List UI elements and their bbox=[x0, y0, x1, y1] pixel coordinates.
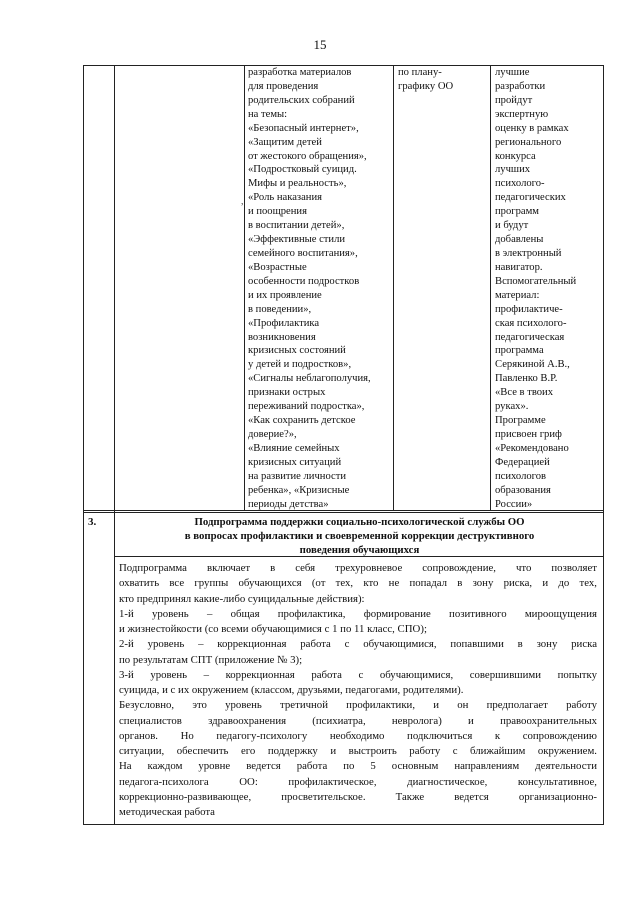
body-line: по результатам СПТ (приложение № 3); bbox=[119, 653, 303, 666]
cell-line: в воспитании детей», bbox=[248, 220, 345, 232]
cell-line: на развитие личности bbox=[248, 470, 347, 482]
section-title-line: в вопросах профилактики и своевременной коррекции деструктивного bbox=[184, 530, 535, 542]
cell-line: добавлены bbox=[495, 234, 544, 246]
cell-line: лучших bbox=[495, 164, 531, 176]
results-cell bbox=[495, 66, 576, 512]
section-title bbox=[117, 515, 602, 557]
cell-line: «Влияние семейных bbox=[248, 442, 340, 454]
cell-line: пройдут bbox=[495, 94, 533, 106]
cell-line: «Защитим детей bbox=[248, 136, 322, 148]
cell-line: «Эффективные стили bbox=[248, 234, 346, 246]
cell-line: педагогических bbox=[495, 192, 566, 204]
body-line: 2-й уровень – коррекционная работа с обучающимися, попавшими в зону риска bbox=[119, 638, 597, 651]
cell-line: на темы: bbox=[248, 108, 288, 120]
column-divider-2 bbox=[244, 65, 245, 511]
body-line: и жизнестойкости (со всеми обучающимися с 1 по 11 класс, СПО); bbox=[119, 623, 427, 635]
body-line: кто предпринял какие-либо суицидальные действия): bbox=[119, 592, 365, 605]
cell-line: разработки bbox=[495, 80, 546, 92]
table-border-bottom bbox=[83, 824, 604, 825]
body-line: ситуации, обеспечить его поддержку и выстроить работу с ближайшим окружением. bbox=[119, 745, 597, 757]
cell-line: по плану- bbox=[398, 67, 442, 78]
body-line: коррекционно-развивающее, просветительское. Также ведется организационно- bbox=[119, 790, 597, 803]
column-divider-3 bbox=[393, 65, 394, 511]
row-divider-2 bbox=[83, 512, 604, 513]
body-line: 1-й уровень – общая профилактика, формирование позитивного мироощущения bbox=[119, 607, 597, 620]
cell-line: психологов bbox=[495, 470, 547, 482]
body-line: методическая работа bbox=[119, 806, 215, 818]
schedule-cell bbox=[398, 66, 453, 94]
body-line: 3-й уровень – коррекционная работа с обучающимися, совершившими попытку bbox=[119, 668, 597, 681]
cell-line: Федерацией bbox=[495, 456, 550, 468]
cell-line: программа bbox=[495, 345, 544, 357]
cell-line: экспертную bbox=[495, 108, 549, 120]
cell-line: конкурса bbox=[495, 150, 536, 162]
cell-line: образования bbox=[495, 484, 551, 496]
cell-line: разработка материалов bbox=[248, 67, 352, 78]
cell-line: родительских собраний bbox=[248, 94, 355, 106]
section-title-line: Подпрограмма поддержки социально-психологической службы ОО bbox=[194, 516, 525, 528]
cell-line: навигатор. bbox=[495, 261, 543, 273]
body-line: педагога-психолога ОО: профилактическое, диагностическое, консультативное, bbox=[119, 775, 597, 788]
cell-line: и их проявление bbox=[248, 289, 322, 301]
cell-line: «Все в твоих bbox=[495, 387, 554, 399]
cell-line: от жестокого обращения», bbox=[248, 150, 367, 162]
cell-line: Павленко В.Р. bbox=[495, 373, 558, 385]
section-number: 3. bbox=[88, 516, 97, 528]
cell-line: Программе bbox=[495, 415, 546, 427]
cell-line: семейного воспитания», bbox=[248, 247, 358, 259]
cell-line: и будут bbox=[495, 220, 529, 232]
cell-line: оценку в рамках bbox=[495, 122, 569, 134]
cell-line: присвоен гриф bbox=[495, 428, 562, 440]
cell-line: ребенка», «Кризисные bbox=[248, 484, 350, 496]
cell-line: «Рекомендовано bbox=[495, 442, 569, 454]
body-line: Безусловно, это уровень третичной профилактики, и он предполагает работу bbox=[119, 699, 597, 712]
cell-line: возникновения bbox=[248, 331, 316, 343]
cell-line: периоды детства» bbox=[248, 498, 329, 510]
cell-line: Мифы и реальность», bbox=[248, 178, 347, 190]
cell-line: руках». bbox=[495, 401, 529, 413]
cell-line: Серякиной А.В., bbox=[495, 359, 570, 371]
cell-line: «Роль наказания bbox=[248, 192, 323, 204]
table-border-right bbox=[603, 65, 604, 825]
cell-line: лучшие bbox=[495, 67, 530, 78]
cell-line: кризисных состояний bbox=[248, 345, 346, 357]
body-line: суицида, и с их окружением (классом, друзьями, педагогами, родителями). bbox=[119, 684, 464, 696]
cell-line: ская психолого- bbox=[495, 317, 567, 329]
body-line: специалистов здравоохранения (психиатра, невролога) и правоохранительных bbox=[119, 714, 597, 727]
cell-line: программ bbox=[495, 206, 540, 218]
scan-mark: , bbox=[241, 196, 244, 207]
cell-line: в поведении», bbox=[248, 303, 312, 315]
table-border-left bbox=[83, 65, 84, 825]
topics-cell bbox=[248, 66, 371, 512]
page-number: 15 bbox=[313, 37, 327, 52]
cell-line: профилактиче- bbox=[495, 303, 563, 315]
cell-line: «Профилактика bbox=[248, 317, 320, 329]
cell-line: у детей и подростков», bbox=[248, 359, 352, 371]
cell-line: «Безопасный интернет», bbox=[248, 122, 359, 134]
cell-line: признаки острых bbox=[248, 387, 326, 399]
section-body bbox=[119, 561, 597, 820]
cell-line: доверие?», bbox=[248, 428, 297, 440]
cell-line: кризисных ситуаций bbox=[248, 456, 342, 468]
cell-line: России» bbox=[495, 498, 533, 510]
cell-line: в электронный bbox=[495, 247, 562, 259]
cell-line: «Возрастные bbox=[248, 261, 307, 273]
cell-line: педагогическая bbox=[495, 331, 565, 343]
cell-line: для проведения bbox=[248, 80, 319, 92]
column-divider-1 bbox=[114, 65, 115, 825]
cell-line: графику ОО bbox=[398, 80, 454, 92]
body-line: органов. Но педагогу-психологу необходимо подключиться к сопровождению bbox=[119, 729, 597, 742]
cell-line: психолого- bbox=[495, 178, 545, 190]
cell-line: Вспомогательный bbox=[495, 275, 577, 287]
cell-line: переживаний подростка», bbox=[248, 401, 365, 413]
body-line: охватить все группы обучающихся (от тех, кто не попадал в зону риска, и до тех, bbox=[119, 577, 597, 590]
cell-line: регионального bbox=[495, 136, 562, 148]
body-line: На каждом уровне ведется работа по 5 основным направлениям деятельности bbox=[119, 760, 597, 773]
body-line: Подпрограмма включает в себя трехуровневое сопровождение, что позволяет bbox=[119, 562, 597, 574]
cell-line: «Подростковый суицид. bbox=[248, 164, 357, 176]
cell-line: «Сигналы неблагополучия, bbox=[248, 373, 371, 385]
cell-line: особенности подростков bbox=[248, 275, 360, 287]
column-divider-4 bbox=[490, 65, 491, 511]
cell-line: и поощрения bbox=[248, 206, 307, 218]
section-title-line: поведения обучающихся bbox=[299, 544, 420, 556]
cell-line: материал: bbox=[495, 289, 540, 301]
cell-line: «Как сохранить детское bbox=[248, 415, 356, 427]
